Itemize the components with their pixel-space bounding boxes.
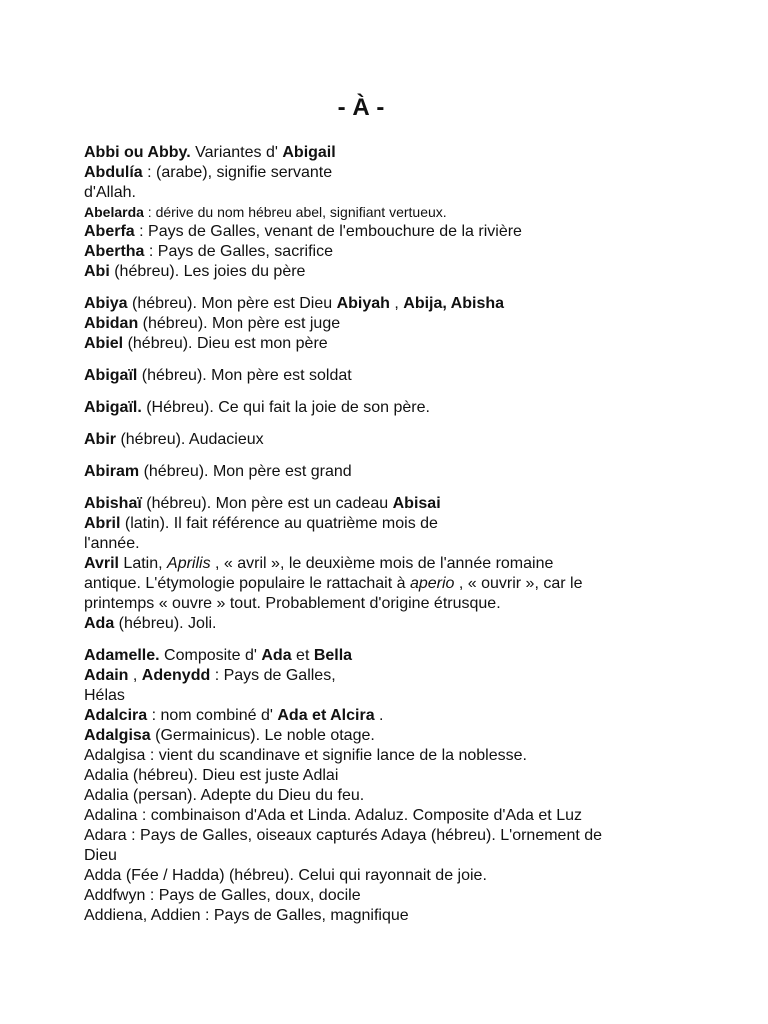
name-list — [84, 143, 704, 926]
text-line — [84, 646, 704, 666]
entry-name: Adamelle. — [84, 647, 160, 664]
entry-name: Aberfa — [84, 223, 135, 240]
text-line — [84, 574, 704, 594]
text-line — [84, 906, 704, 926]
entry-text: Addiena, Addien : Pays de Galles, magnifique — [84, 907, 409, 924]
entry-name: Abir — [84, 431, 116, 448]
entry-text: (hébreu). Mon père est soldat — [137, 367, 352, 384]
entry-text: : Pays de Galles, sacrifice — [144, 243, 333, 260]
entry-text: (hébreu). Mon père est juge — [138, 315, 341, 332]
entry-text: (hébreu). Audacieux — [116, 431, 264, 448]
entry-name: Abiram — [84, 463, 140, 480]
text-line — [84, 366, 704, 386]
text-line — [84, 222, 704, 242]
entry-name: Ada et Alcira — [277, 707, 375, 724]
entry-name: Adalgisa — [84, 727, 151, 744]
entry-name: Abbi ou Abby. — [84, 144, 191, 161]
entry-text: Latin, — [118, 555, 168, 572]
text-line — [84, 826, 704, 846]
text-line — [84, 726, 704, 746]
entry-name: Bella — [313, 647, 353, 664]
text-line — [84, 746, 704, 766]
text-line — [84, 866, 704, 886]
entry-name: Abisai — [392, 495, 441, 512]
entry-name: Abril — [84, 515, 121, 532]
text-line — [84, 846, 704, 866]
text-line — [84, 334, 704, 354]
text-line — [84, 430, 704, 450]
text-line — [84, 262, 704, 282]
entry-text: Hélas — [84, 687, 125, 704]
entry-text: , « avril », le deuxième mois de l'année romaine — [210, 555, 554, 572]
text-line — [84, 766, 704, 786]
text-line — [84, 594, 704, 614]
entry-text: Adalgisa : vient du scandinave et signifie lance de la noblesse. — [84, 747, 527, 764]
text-line — [84, 462, 704, 482]
entry-text: , — [128, 667, 142, 684]
entry-name: Abertha — [84, 243, 145, 260]
text-line — [84, 314, 704, 334]
text-line — [84, 242, 704, 262]
entry-text: antique. L'étymologie populaire le rattachait à — [84, 575, 410, 592]
entry-text: (Hébreu). Ce qui fait la joie de son père. — [141, 399, 430, 416]
text-line — [84, 806, 704, 826]
entry-text: (hébreu). Les joies du père — [109, 263, 306, 280]
entry-text: (latin). Il fait référence au quatrième mois de — [120, 515, 438, 532]
entry-text: : dérive du nom hébreu abel, signifiant vertueux. — [143, 204, 447, 220]
entry-name: Abija, Abisha — [403, 295, 505, 312]
entry-text: Composite d' — [159, 647, 262, 664]
italic-term: Aprilis — [167, 555, 211, 572]
entry-text: (hébreu). Mon père est grand — [139, 463, 352, 480]
text-line — [84, 294, 704, 314]
entry-name: Abdulía — [84, 164, 143, 181]
text-line — [84, 183, 704, 203]
entry-name: Abidan — [84, 315, 139, 332]
entry-text: et — [291, 647, 314, 664]
entry-text: Variantes d' — [190, 144, 283, 161]
entry-name: Abiyah — [336, 295, 390, 312]
entry-name: Adalcira — [84, 707, 148, 724]
entry-text: : Pays de Galles, — [210, 667, 336, 684]
entry-text: Adalia (hébreu). Dieu est juste Adlai — [84, 767, 339, 784]
entry-name: Abishaï — [84, 495, 142, 512]
entry-text: : (arabe), signifie servante — [142, 164, 333, 181]
text-line — [84, 398, 704, 418]
entry-name: Abigail — [282, 144, 336, 161]
entry-name: Ada — [84, 615, 115, 632]
entry-text: (hébreu). Mon père est un cadeau — [141, 495, 393, 512]
entry-name: Abiya — [84, 295, 128, 312]
entry-name: Abigaïl. — [84, 399, 142, 416]
entry-name: Adenydd — [141, 667, 211, 684]
text-line — [84, 163, 704, 183]
text-line — [84, 614, 704, 634]
entry-text: , — [389, 295, 404, 312]
entry-name: Abi — [84, 263, 110, 280]
entry-text: (Germainicus). Le noble otage. — [150, 727, 375, 744]
entry-text: l'année. — [84, 535, 140, 552]
entry-name: Abiel — [84, 335, 124, 352]
entry-text: : Pays de Galles, venant de l'embouchure de la rivière — [134, 223, 522, 240]
entry-text: Adalina : combinaison d'Ada et Linda. Adaluz. Composite d'Ada et Luz — [84, 807, 582, 824]
text-line — [84, 514, 704, 534]
text-line — [84, 534, 704, 554]
entry-name: Adain — [84, 667, 129, 684]
text-line — [84, 706, 704, 726]
entry-text: Adalia (persan). Adepte du Dieu du feu. — [84, 787, 365, 804]
text-line — [84, 666, 704, 686]
entry-text: Addfwyn : Pays de Galles, doux, docile — [84, 887, 361, 904]
entry-name: Ada — [261, 647, 292, 664]
entry-text: printemps « ouvre » tout. Probablement d'origine étrusque. — [84, 595, 501, 612]
entry-name: Abigaïl — [84, 367, 138, 384]
text-line — [84, 786, 704, 806]
text-line — [84, 886, 704, 906]
entry-text: (hébreu). Dieu est mon père — [123, 335, 328, 352]
text-line — [84, 143, 704, 163]
text-line — [84, 203, 704, 222]
entry-text: Adda (Fée / Hadda) (hébreu). Celui qui rayonnait de joie. — [84, 867, 487, 884]
entry-text: Adara : Pays de Galles, oiseaux capturés Adaya (hébreu). L'ornement de — [84, 827, 603, 844]
text-line — [84, 494, 704, 514]
entry-text: (hébreu). Mon père est Dieu — [127, 295, 337, 312]
entry-text: , « ouvrir », car le — [454, 575, 583, 592]
entry-text: : nom combiné d' — [147, 707, 278, 724]
entry-text: (hébreu). Joli. — [114, 615, 217, 632]
page-title: - À - — [337, 94, 385, 121]
entry-text: d'Allah. — [84, 184, 136, 201]
text-line — [84, 554, 704, 574]
entry-text: Dieu — [84, 847, 117, 864]
entry-text: . — [374, 707, 384, 724]
italic-term: aperio — [409, 575, 455, 592]
entry-name: Avril — [84, 555, 119, 572]
entry-name: Abelarda — [84, 204, 144, 220]
text-line — [84, 686, 704, 706]
